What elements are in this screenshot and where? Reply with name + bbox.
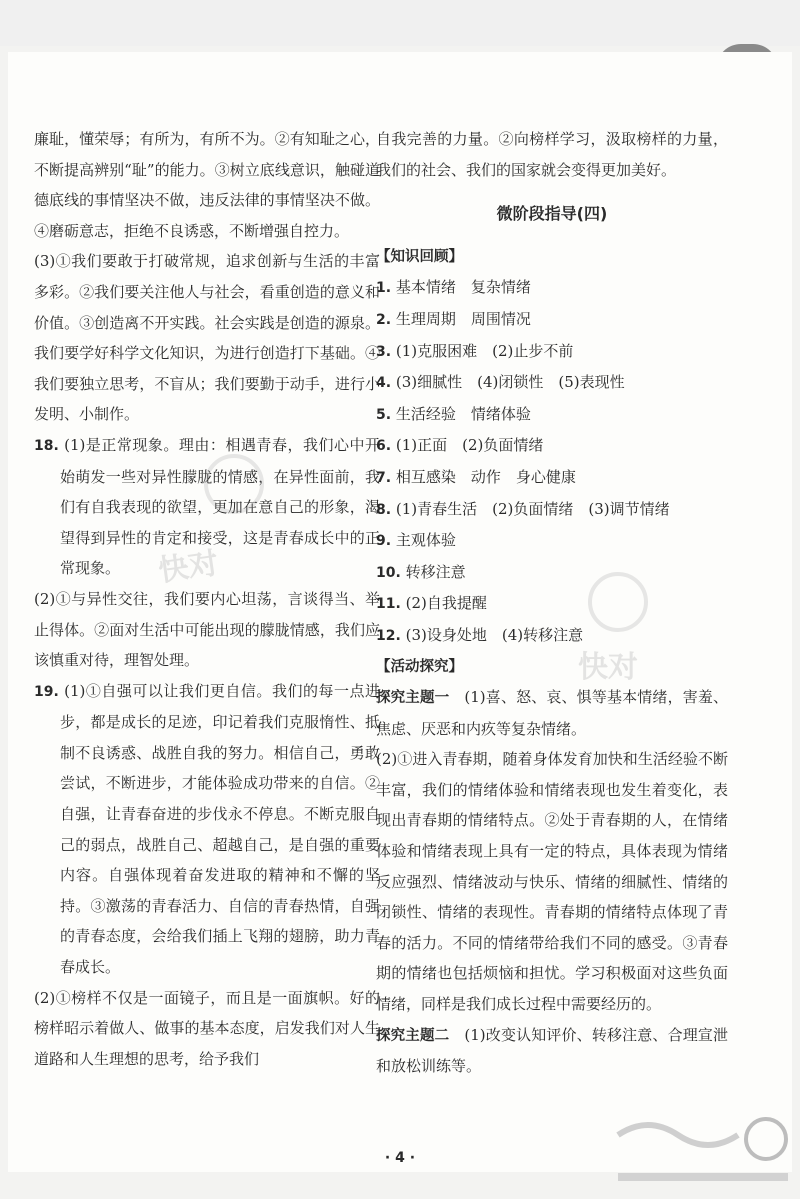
topic-text: (1)喜、怒、哀、惧等基本情绪，害羞、焦虑、厌恶和内疚等复杂情绪。: [376, 688, 729, 738]
review-item: [376, 525, 728, 557]
item-number: 2.: [376, 311, 392, 328]
answer-text: (1)是正常现象。理由：相遇青春，我们心中开始萌发一些对异性朦胧的情感，在异性面前，我们有自我表现的欲望，更加在意自己的形象，渴望得到异性的肯定和接受，这是青春成长中的正常现象。: [60, 435, 380, 578]
item-text: (1)克服困难 (2)止步不前: [395, 341, 574, 360]
review-item: [376, 494, 728, 526]
item-text: 基本情绪 复杂情绪: [395, 278, 531, 297]
question-number: 18.: [34, 437, 59, 454]
review-item: [376, 557, 728, 589]
right-column: [376, 124, 728, 1082]
paragraph: (3)①我们要敢于打破常规，追求创新与生活的丰富多彩。②我们要关注他人与社会，看重创造的意义和价值。③创造离不开实践。社会实践是创造的源泉。我们要学好科学文化知识，为进行创造打下基础。④我们要独立思考，不盲从；我们要勤于动手，进行小发明、小制作。: [34, 252, 380, 424]
item-text: (1)正面 (2)负面情绪: [395, 436, 544, 455]
review-item: [376, 462, 728, 494]
item-number: 3.: [376, 343, 392, 360]
left-column: [34, 124, 380, 1074]
item-number: 4.: [376, 375, 392, 392]
item-text: (3)设身处地 (4)转移注意: [405, 625, 584, 644]
watermark-text: 快对: [156, 545, 221, 589]
review-item: [376, 620, 728, 652]
question-number: 19.: [34, 683, 59, 700]
watermark-logo: [204, 454, 264, 514]
activity-heading: 【活动探究】: [376, 658, 463, 675]
item-text: (1)青春生活 (2)负面情绪 (3)调节情绪: [395, 499, 670, 518]
page-number: · 4 ·: [384, 1150, 416, 1166]
item-number: 7.: [376, 469, 392, 486]
topic-label: 探究主题一: [376, 690, 450, 707]
section-title: 微阶段指导(四): [496, 204, 608, 224]
document-page: [8, 52, 792, 1172]
item-text: 相互感染 动作 身心健康: [395, 467, 576, 486]
item-number: 6.: [376, 438, 392, 455]
review-item: [376, 304, 728, 336]
review-item: [376, 430, 728, 462]
question-19: [34, 676, 380, 983]
item-number: 11.: [376, 596, 401, 613]
item-text: 生理周期 周围情况: [395, 309, 531, 328]
answer-text: (1)①自强可以让我们更自信。我们的每一点进步，都是成长的足迹，印记着我们克服惰性、抵制不良诱惑、战胜自我的努力。相信自己，勇敢尝试，不断进步，才能体验成功带来的自信。②自强，让青春奋进的步伐永不停息。不断克服自己的弱点，战胜自己、超越自己，是自强的重要内容。自强体现着奋发进取的精神和不懈的坚持。③激荡的青春活力、自信的青春热情，自强的青春态度，会给我们插上飞翔的翅膀，助力青春成长。: [60, 681, 380, 977]
item-text: (2)自我提醒: [405, 594, 487, 613]
paragraph: (2)①进入青春期，随着身体发育加快和生活经验不断丰富，我们的情绪体验和情绪表现也发生着变化，表现出青春期的情绪特点。②处于青春期的人，在情绪体验和情绪表现上具有一定的特点，具体表现为情绪反应强烈、情绪波动与快乐、情绪的细腻性、情绪的闭锁性、情绪的表现性。青春期的情绪特点体现了青春的活力。不同的情绪带给我们不同的感受。③青春期的情绪也包括烦恼和担忧。学习积极面对这些负面情绪，同样是我们成长过程中需要经历的。: [376, 750, 728, 1014]
topic-label: 探究主题二: [376, 1027, 450, 1044]
review-list: [376, 272, 728, 651]
top-bar: [0, 0, 800, 46]
item-number: 12.: [376, 627, 401, 644]
item-text: 主观体验: [395, 531, 456, 550]
item-text: 生活经验 情绪体验: [395, 404, 531, 423]
paragraph: (2)①榜样不仅是一面镜子，而且是一面旗帜。好的榜样昭示着做人、做事的基本态度，启发我们对人生道路和人生理想的思考，给予我们: [34, 988, 380, 1068]
paragraph: (2)①与异性交往，我们要内心坦荡，言谈得当、举止得体。②面对生活中可能出现的朦胧情感，我们应该慎重对待，理智处理。: [34, 589, 380, 670]
item-number: 10.: [376, 564, 401, 581]
review-item: [376, 588, 728, 620]
review-item: [376, 336, 728, 368]
watermark-text: 快对: [578, 650, 638, 685]
review-item: [376, 272, 728, 304]
paragraph: 自我完善的力量。②向榜样学习，汲取榜样的力量，我们的社会、我们的国家就会变得更加美好。: [376, 130, 728, 179]
item-text: (3)细腻性 (4)闭锁性 (5)表现性: [395, 373, 625, 392]
review-heading: 【知识回顾】: [376, 248, 463, 265]
item-number: 5.: [376, 406, 392, 423]
item-number: 8.: [376, 501, 392, 518]
watermark-logo: [588, 572, 648, 632]
review-item: [376, 367, 728, 399]
site-logo-icon: [608, 1105, 798, 1195]
topic-text: (1)改变认知评价、转移注意、合理宣泄和放松训练等。: [376, 1025, 729, 1076]
item-text: 转移注意: [405, 562, 466, 581]
item-number: 1.: [376, 280, 392, 297]
review-item: [376, 399, 728, 431]
item-number: 9.: [376, 533, 392, 550]
paragraph: 廉耻，懂荣辱；有所为，有所不为。②有知耻之心，不断提高辨别“耻”的能力。③树立底线意识，触碰道德底线的事情坚决不做，违反法律的事情坚决不做。④磨砺意志，拒绝不良诱惑，不断增强自控力。: [34, 130, 380, 240]
